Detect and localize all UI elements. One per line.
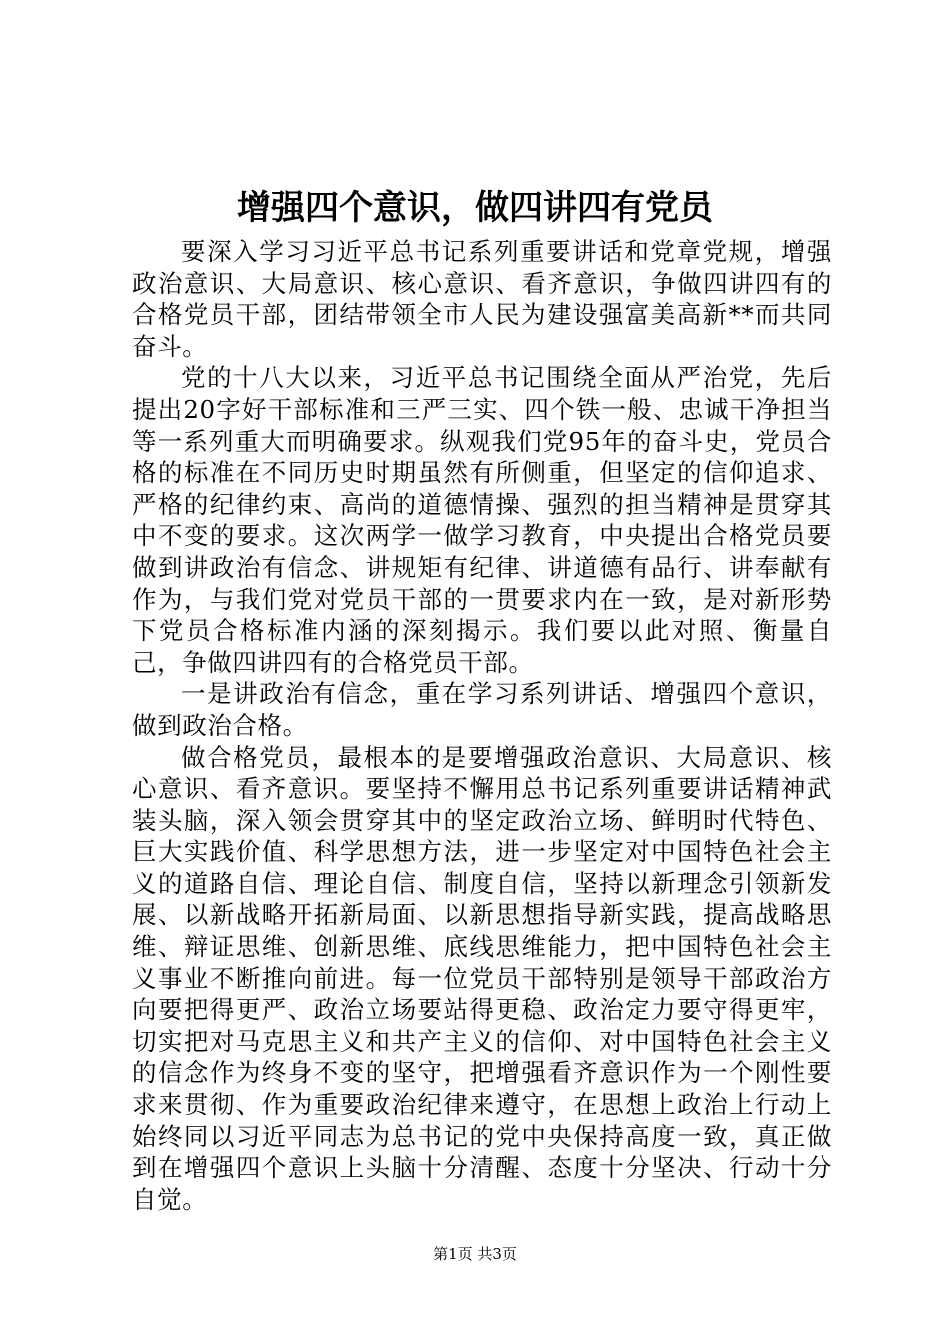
paragraph: 做合格党员，最根本的是要增强政治意识、大局意识、核心意识、看齐意识。要坚持不懈用总书记系列重要讲话精神武装头脑，深入领会贯穿其中的坚定政治立场、鲜明时代特色、巨大实践价值、科学思想方法，进一步坚定对中国特色社会主义的道路自信、理论自信、制度自信，坚持以新理念引领新发展、以新战略开拓新局面、以新思想指导新实践，提高战略思维、辩证思维、创新思维、底线思维能力，把中国特色社会主义事业不断推向前进。每一位党员干部特别是领导干部政治方向要把得更严、政治立场要站得更稳、政治定力要守得更牢，切实把对马克思主义和共产主义的信仰、对中国特色社会主义的信念作为终身不变的坚守，把增强看齐意识作为一个刚性要求来贯彻、作为重要政治纪律来遵守，在思想上政治上行动上始终同以习近平同志为总书记的党中央保持高度一致，真正做到在增强四个意识上头脑十分清醒、态度十分坚决、行动十分自觉。 — [132, 742, 832, 1214]
page-number-footer: 第1页 共3页 — [433, 1245, 517, 1263]
document-body — [132, 236, 832, 1215]
paragraph: 一是讲政治有信念，重在学习系列讲话、增强四个意识，做到政治合格。 — [132, 679, 832, 740]
document-title: 增强四个意识，做四讲四有党员 — [237, 188, 713, 228]
paragraph: 党的十八大以来，习近平总书记围绕全面从严治党，先后提出20字好干部标准和三严三实、四个铁一般、忠诚干净担当等一系列重大而明确要求。纵观我们党95年的奋斗史，党员合格的标准在不同历史时期虽然有所侧重，但坚定的信仰追求、严格的纪律约束、高尚的道德情操、强烈的担当精神是贯穿其中不变的要求。这次两学一做学习教育，中央提出合格党员要做到讲政治有信念、讲规矩有纪律、讲道德有品行、讲奉献有作为，与我们党对党员干部的一贯要求内在一致，是对新形势下党员合格标准内涵的深刻揭示。我们要以此对照、衡量自己，争做四讲四有的合格党员干部。 — [132, 363, 832, 677]
paragraph: 要深入学习习近平总书记系列重要讲话和党章党规，增强政治意识、大局意识、核心意识、看齐意识，争做四讲四有的合格党员干部，团结带领全市人民为建设强富美高新**而共同奋斗。 — [132, 237, 832, 361]
